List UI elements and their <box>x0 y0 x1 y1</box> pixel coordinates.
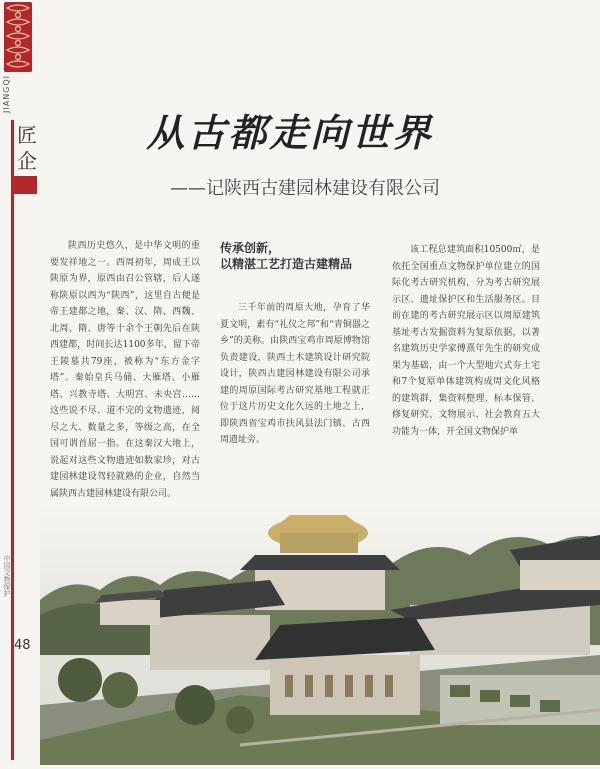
section-red-box <box>12 176 37 194</box>
page-number: 48 <box>14 638 31 653</box>
column-3-text: 该工程总建筑面积10500㎡，是依托全国重点文物保护单位建立的国际化考古研究机构，分为考古研究展示区、遗址保护区和生活服务区。目前在建的考古研究展示区以周原建筑基址考古发掘资料为复原依据，以著名建筑历史学家傅熹年先生的研究成果为基础，由一个大型地穴式夯土宅和7个复原单体建筑构成周文化风格的建筑群，集资料整理、标本保管、修复研究、文物展示、社会教育五大功能为一体，开全国文物保护单 <box>392 245 540 437</box>
brand-vertical-text: JIANGQI <box>2 74 11 114</box>
red-seal-ornament <box>4 2 32 72</box>
column-2-heading: 传承创新， 以精湛工艺打造古建精品 <box>220 241 353 271</box>
article-subtitle: ——记陕西古建园林建设有限公司 <box>170 178 440 199</box>
red-vertical-stripe <box>11 120 14 760</box>
column-1-text: 陕西历史悠久，是中华文明的重要发祥地之一。西周初年，周成王以陕原为界，原西由召公管辖，后人遂称陕原以西为“陕西”，这里自古便是帝王建都之地，秦、汉、隋、西魏、北周、隋、唐等十余个王朝先后在陕西建都，时间长达1100多年，留下帝王陵墓共79座，被称为“东方金字塔”。秦始皇兵马俑、大雁塔、小雁塔、兴教寺塔、大明宫、未央宫……这些说不尽、道不完的文物遗迹，阅尽之大、数量之多，等级之高，在全国可谓首屈一指。在这秦汉大地上，说起对这些文物遗迹如数家珍，对古建园林建设驾轻就熟的企业，自然当属陕西古建园林建设有限公司。 <box>50 241 200 499</box>
column-2-text: 三千年前的周原大地，孕育了华夏文明，素有“礼仪之邦”和“青铜器之乡”的美称。由陕西宝鸡市周原博物馆负责建设，陕西土木建筑设计研究院设计，陕西古建园林建设有限公司承建的周原国际考古研究基地工程就正位于这片历史文化久远的土地之上，即陕西省宝鸡市扶风县法门镇、古西周遗址旁。 <box>220 303 370 445</box>
article-title: 从古都走向世界 <box>146 110 434 155</box>
section-label: 匠企 <box>17 123 37 173</box>
building-complex-photo <box>40 505 600 765</box>
series-name: 中国文物保护 <box>3 555 11 597</box>
